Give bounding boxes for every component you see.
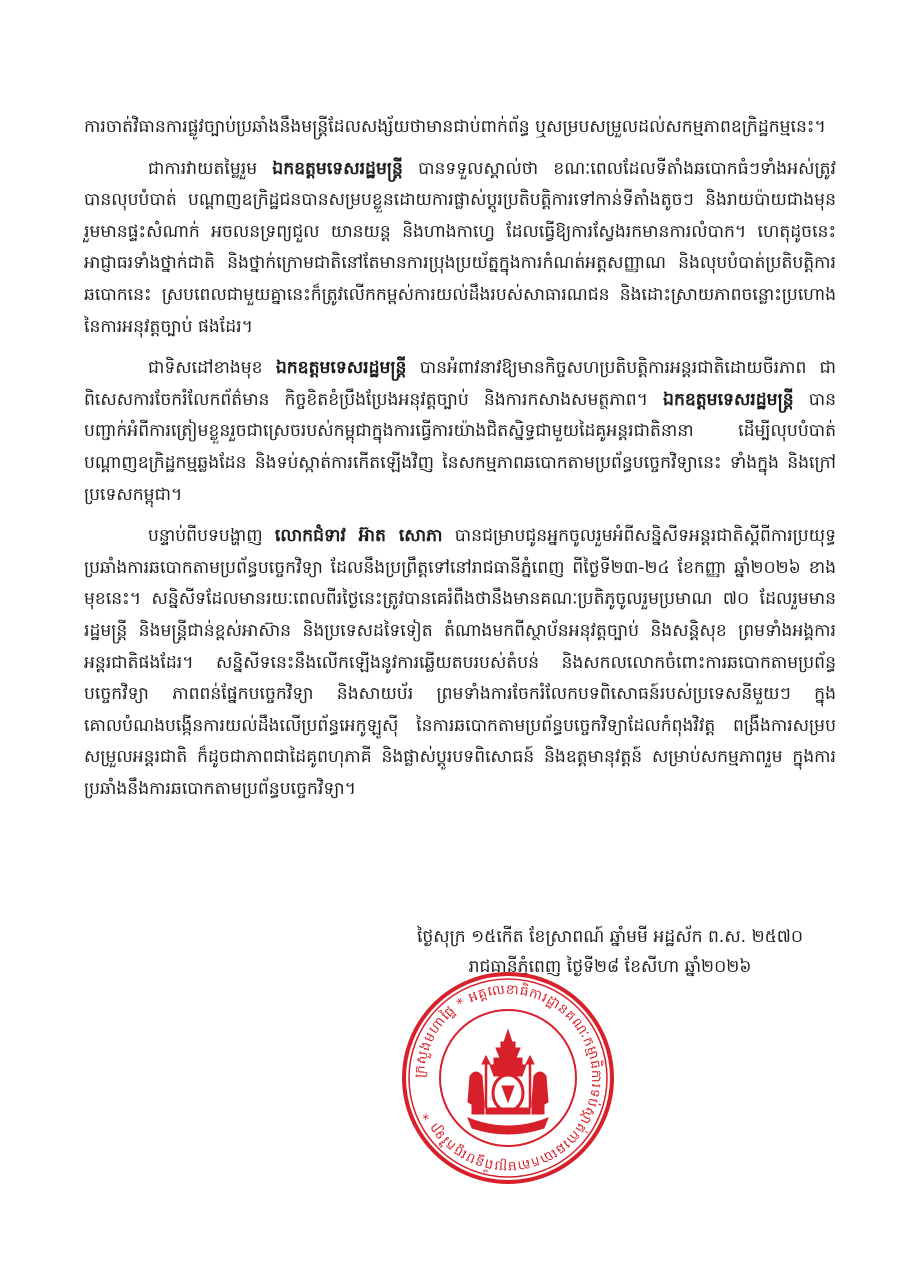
paragraph-2-rest: បានទទួលស្គាល់ថា ខណៈពេលដែលទីតាំងឆបោកធំៗទាំងអស់ត្រូវបានលុបបំបាត់ បណ្ដាញឧក្រិដ្ឋជនបានសម្របខ្លួនដោយការផ្លាស់ប្ដូរប្រតិបត្តិការទៅកាន់ទីតាំងតូចៗ និងរាយប៉ាយជាងមុន រួមមានផ្ទះសំណាក់ អចលនទ្រព្យជួល យានយន្ត និងហាងកាហ្វេ ដែលធ្វើឱ្យការស្វែងរកមានការលំបាក។ ហេតុដូចនេះ អាជ្ញាធរទាំងថ្នាក់ជាតិ និងថ្នាក់ក្រោមជាតិនៅតែមានការប្រុងប្រយ័ត្នក្នុងការកំណត់អត្តសញ្ញាណ និងលុបបំបាត់ប្រតិបត្តិការឆបោកនេះ ស្របពេលជាមួយគ្នានេះក៏ត្រូវលើកកម្ពស់ការយល់ដឹងរបស់សាធារណជន និងដោះស្រាយភាពចន្លោះប្រហោងនៃការអនុវត្តច្បាប់ ផងដែរ។ [84,158,836,337]
paragraph-3-bold-title-1: ឯកឧត្តមទេសរដ្ឋមន្ត្រី [275,358,407,379]
paragraph-2-lead: ជាការវាយតម្លៃរួម [148,158,273,179]
paragraph-3-mid: បានអំពាវនាវឱ្យមានកិច្ចសហប្រតិបត្តិការអន្តរជាតិដោយចីរភាព ជាពិសេសការចែករំលែកព័ត៌មាន កិច្ចខិតខំប្រឹងប្រែងអនុវត្តច្បាប់ និងការកសាងសមត្ថភាព។ [84,358,836,410]
paragraph-3-lead: ជាទិសដៅខាងមុខ [148,358,276,379]
paragraph-2-bold-title: ឯកឧត្តមទេសរដ្ឋមន្ត្រី [272,158,403,179]
paragraph-4-rest: បានជម្រាបជូនអ្នកចូលរួមអំពីសន្និសីទអន្តរជាតិស្ដីពីការប្រយុទ្ធប្រឆាំងការឆបោកតាមប្រព័ន្ធបច្ចេកវិទ្យា ដែលនឹងប្រព្រឹត្តទៅនៅរាជធានីភ្នំពេញ ពីថ្ងៃទី២៣-២៤ ខែកញ្ញា ឆ្នាំ២០២៦ ខាងមុខនេះ។ សន្និសីទដែលមានរយៈពេលពីរថ្ងៃនេះត្រូវបានគេរំពឹងថានឹងមានគណៈប្រតិភូចូលរួមប្រមាណ ៧០ ដែលរួមមានរដ្ឋមន្ត្រី និងមន្ត្រីជាន់ខ្ពស់អាស៊ាន និងប្រទេសដទៃទៀត តំណាងមកពីស្ថាប័នអនុវត្តច្បាប់ និងសន្តិសុខ ព្រមទាំងអង្គការអន្តរជាតិផងដែរ។ សន្និសីទនេះនឹងលើកឡើងនូវការឆ្លើយតបរបស់តំបន់ និងសកលលោកចំពោះការឆបោកតាមប្រព័ន្ធបច្ចេកវិទ្យា ភាពពន់ផ្នែកបច្ចេកវិទ្យា និងសាយប័រ ព្រមទាំងការចែករំលែកបទពិសោធន៍របស់ប្រទេសនីមួយៗ ក្នុងគោលបំណងបង្កើនការយល់ដឹងលើប្រព័ន្ធអេកូឡូស៊ី នៃការឆបោកតាមប្រព័ន្ធបច្ចេកវិទ្យាដែលកំពុងវិវត្ត ពង្រឹងការសម្របសម្រួលអន្តរជាតិ ក៏ដូចជាភាពជាដៃគូពហុភាគី និងផ្លាស់ប្ដូរបទពិសោធន៍ និងឧត្តមានុវត្តន៍ សម្រាប់សកម្មភាពរួម ក្នុងការប្រឆាំងនឹងការឆបោកតាមប្រព័ន្ធបច្ចេកវិទ្យា។ [84,526,836,799]
seal-ring-textpath: ក្រសួងមហាផ្ទៃ * អគ្គលេខាធិការដ្ឋានគណៈកម្មាធិការទប់ស្កាត់ការឆបោកតាមប្រព័ន្ធបច្ចេកវិទ្យា * [411,981,605,1175]
paragraph-4-lead: បន្ទាប់ពីបទបង្ហាញ [148,526,275,547]
paragraph-3-bold-title-2: ឯកឧត្តមទេសរដ្ឋមន្ត្រី [663,389,794,410]
paragraph-2 [84,154,836,344]
paragraph-1 [84,112,836,144]
lunar-date-line: ថ្ងៃសុក្រ ១៥កើត ខែស្រាពណ៍ ឆ្នាំមមី អដ្ឋស័ក ព.ស. ២៥៧០ [416,927,804,947]
paragraph-1-text: ការចាត់វិធានការផ្លូវច្បាប់ប្រឆាំងនឹងមន្ត្រីដែលសង្ស័យថាមានជាប់ពាក់ព័ន្ធ ឬសម្របសម្រួលដល់សកម្មភាពឧក្រិដ្ឋកម្មនេះ។ [84,117,826,137]
place-date-line: រាជធានីភ្នំពេញ ថ្ងៃទី២៨ ខែសីហា ឆ្នាំ២០២៦ [468,957,752,977]
official-seal [398,968,618,1188]
document-body [84,112,836,815]
paragraph-4-bold-name: លោកជំទាវ អ៊ាត សោភា [274,526,443,547]
seal-emblem-icon [468,1030,548,1134]
paragraph-3 [84,353,836,511]
paragraph-4 [84,521,836,805]
paragraph-3-rest: បានបញ្ជាក់អំពីការត្រៀមខ្លួនរួចជាស្រេចរបស់កម្ពុជាក្នុងការធ្វើការយ៉ាងជិតស្និទ្ធជាមួយដៃគូអន្តរជាតិនានា ដើម្បីលុបបំបាត់បណ្ដាញឧក្រិដ្ឋកម្មឆ្លងដែន និងទប់ស្កាត់ការកើតឡើងវិញ នៃសកម្មភាពឆបោកតាមប្រព័ន្ធបច្ចេកវិទ្យានេះ ទាំងក្នុង និងក្រៅប្រទេសកម្ពុជា។ [84,389,836,505]
